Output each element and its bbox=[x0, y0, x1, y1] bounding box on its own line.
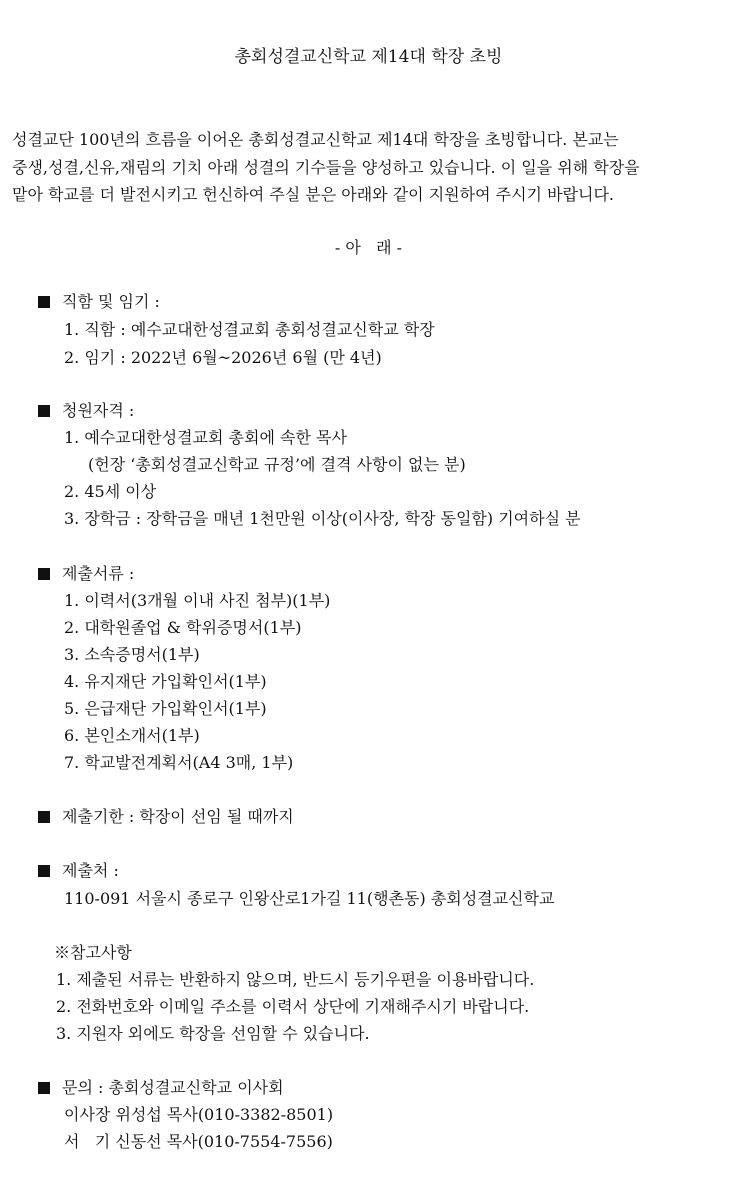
list-item: 2. 임기 : 2022년 6월~2026년 6월 (만 4년) bbox=[64, 348, 382, 367]
submit-address: 110-091 서울시 종로구 인왕산로1가길 11(행촌동) 총회성결교신학교 bbox=[64, 889, 555, 908]
section-heading-text: 문의 : 총회성결교신학교 이사회 bbox=[62, 1078, 284, 1097]
square-bullet-icon bbox=[38, 296, 50, 308]
section-heading-text: 제출처 : bbox=[62, 861, 119, 880]
section-heading-text: 청원자격 : bbox=[62, 401, 135, 420]
square-bullet-icon bbox=[38, 865, 50, 877]
list-item: 3. 소속증명서(1부) bbox=[64, 645, 200, 664]
square-bullet-icon bbox=[38, 811, 50, 823]
intro-line: 중생,성결,신유,재림의 기치 아래 성결의 기수들을 양성하고 있습니다. 이 일을 위해 학장을 bbox=[12, 158, 640, 177]
contact-item: 서 기 신동선 목사(010-7554-7556) bbox=[64, 1132, 333, 1151]
section-heading-text: 제출기한 : 학장이 선임 될 때까지 bbox=[62, 807, 294, 826]
list-item: 1. 예수교대한성결교회 총회에 속한 목사 bbox=[64, 428, 347, 447]
section-deadline-heading bbox=[38, 806, 294, 828]
intro-line: 맡아 학교를 더 발전시키고 헌신하여 주실 분은 아래와 같이 지원하여 주시기 바랍니다. bbox=[12, 185, 614, 204]
note-item: 1. 제출된 서류는 반환하지 않으며, 반드시 등기우편을 이용바랍니다. bbox=[56, 970, 535, 989]
list-item: 5. 은급재단 가입확인서(1부) bbox=[64, 699, 267, 718]
list-item: 7. 학교발전계획서(A4 3매, 1부) bbox=[64, 753, 294, 772]
list-item: 3. 장학금 : 장학금을 매년 1천만원 이상(이사장, 학장 동일함) 기여하실 분 bbox=[64, 509, 581, 528]
notes-heading: ※참고사항 bbox=[54, 943, 132, 962]
section-documents-heading bbox=[38, 563, 134, 585]
square-bullet-icon bbox=[38, 568, 50, 580]
list-item: 2. 대학원졸업 & 학위증명서(1부) bbox=[64, 618, 302, 637]
list-item: 2. 45세 이상 bbox=[64, 482, 157, 501]
square-bullet-icon bbox=[38, 405, 50, 417]
intro-line: 성결교단 100년의 흐름을 이어온 총회성결교신학교 제14대 학장을 초빙합니다. 본교는 bbox=[12, 130, 619, 149]
list-item: 4. 유지재단 가입확인서(1부) bbox=[64, 672, 267, 691]
list-item: 1. 이력서(3개월 이내 사진 첨부)(1부) bbox=[64, 591, 331, 610]
note-item: 3. 지원자 외에도 학장을 선임할 수 있습니다. bbox=[56, 1024, 370, 1043]
section-heading-text: 직함 및 임기 : bbox=[62, 292, 160, 311]
notice-header: - 아 래 - bbox=[334, 238, 403, 257]
section-submit-heading bbox=[38, 860, 119, 882]
contact-item: 이사장 위성섭 목사(010-3382-8501) bbox=[64, 1105, 334, 1124]
square-bullet-icon bbox=[38, 1082, 50, 1094]
list-item: 6. 본인소개서(1부) bbox=[64, 726, 200, 745]
list-item-sub: (헌장 ‘총회성결교신학교 규정’에 결격 사항이 없는 분) bbox=[88, 455, 466, 474]
note-item: 2. 전화번호와 이메일 주소를 이력서 상단에 기재해주시기 바랍니다. bbox=[56, 997, 530, 1016]
list-item: 1. 직함 : 예수교대한성결교회 총회성결교신학교 학장 bbox=[64, 320, 435, 339]
section-position-heading bbox=[38, 291, 160, 313]
section-qualifications-heading bbox=[38, 400, 134, 422]
page-title: 총회성결교신학교 제14대 학장 초빙 bbox=[234, 47, 503, 67]
section-contact-heading bbox=[38, 1077, 284, 1099]
section-heading-text: 제출서류 : bbox=[62, 564, 135, 583]
